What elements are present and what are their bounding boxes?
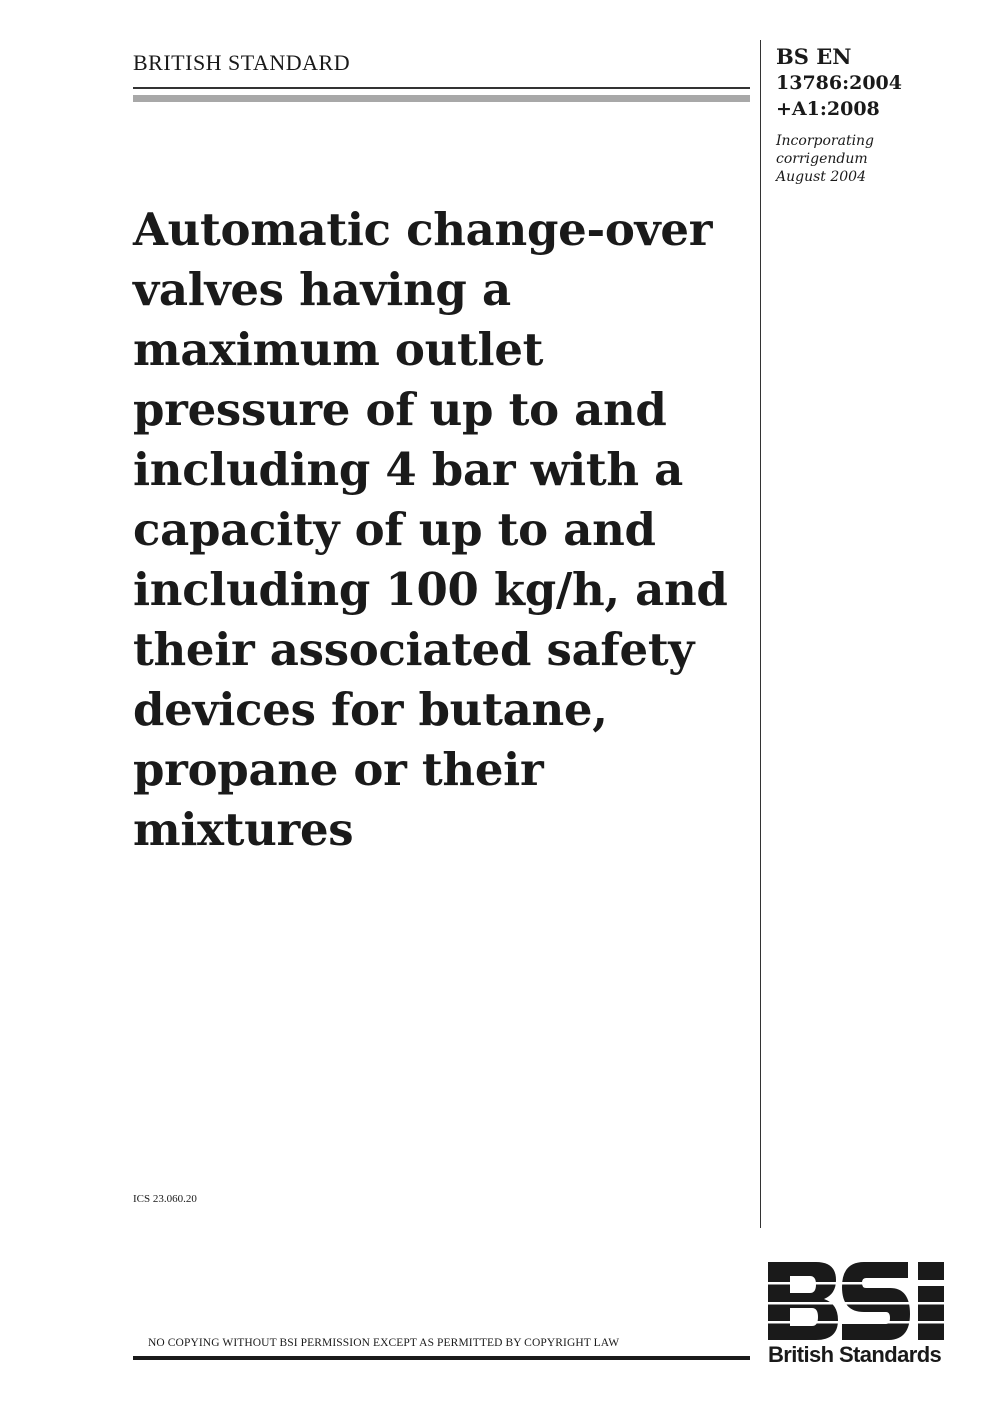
title-line: valves having a — [133, 263, 511, 316]
title-line: Automatic change-over — [133, 203, 713, 256]
standard-number — [776, 44, 902, 122]
title-line: their associated safety — [133, 623, 695, 676]
corrigendum-line: August 2004 — [776, 169, 866, 185]
document-series-label: BRITISH STANDARD — [133, 50, 351, 75]
bsi-logo-mark-icon — [768, 1262, 946, 1340]
title-line: devices for butane, — [133, 683, 608, 736]
footer-rule — [133, 1356, 750, 1360]
corrigendum-line: Incorporating — [776, 133, 875, 149]
corrigendum-note — [776, 132, 874, 186]
header-rule-thick — [133, 95, 750, 102]
copyright-notice: NO COPYING WITHOUT BSI PERMISSION EXCEPT AS PERMITTED BY COPYRIGHT LAW — [148, 1337, 620, 1349]
title-line: maximum outlet — [133, 323, 544, 376]
bsi-logo-text: British Standards — [768, 1342, 942, 1367]
title-line: mixtures — [133, 803, 354, 856]
corrigendum-line: corrigendum — [776, 151, 868, 167]
standard-number-line: +A1:2008 — [776, 98, 880, 120]
title-line: pressure of up to and — [133, 383, 667, 436]
standard-number-line: 13786:2004 — [776, 72, 902, 94]
vertical-divider — [760, 40, 761, 1228]
ics-code: ICS 23.060.20 — [133, 1193, 197, 1205]
standard-number-line: BS EN — [776, 44, 852, 69]
title-line: including 100 kg/h, and — [133, 563, 728, 616]
title-line: capacity of up to and — [133, 503, 656, 556]
title-line: including 4 bar with a — [133, 443, 683, 496]
header-rule-thin — [133, 87, 750, 89]
title-line: propane or their — [133, 743, 544, 796]
bsi-logo — [768, 1262, 948, 1372]
document-title — [133, 200, 753, 860]
